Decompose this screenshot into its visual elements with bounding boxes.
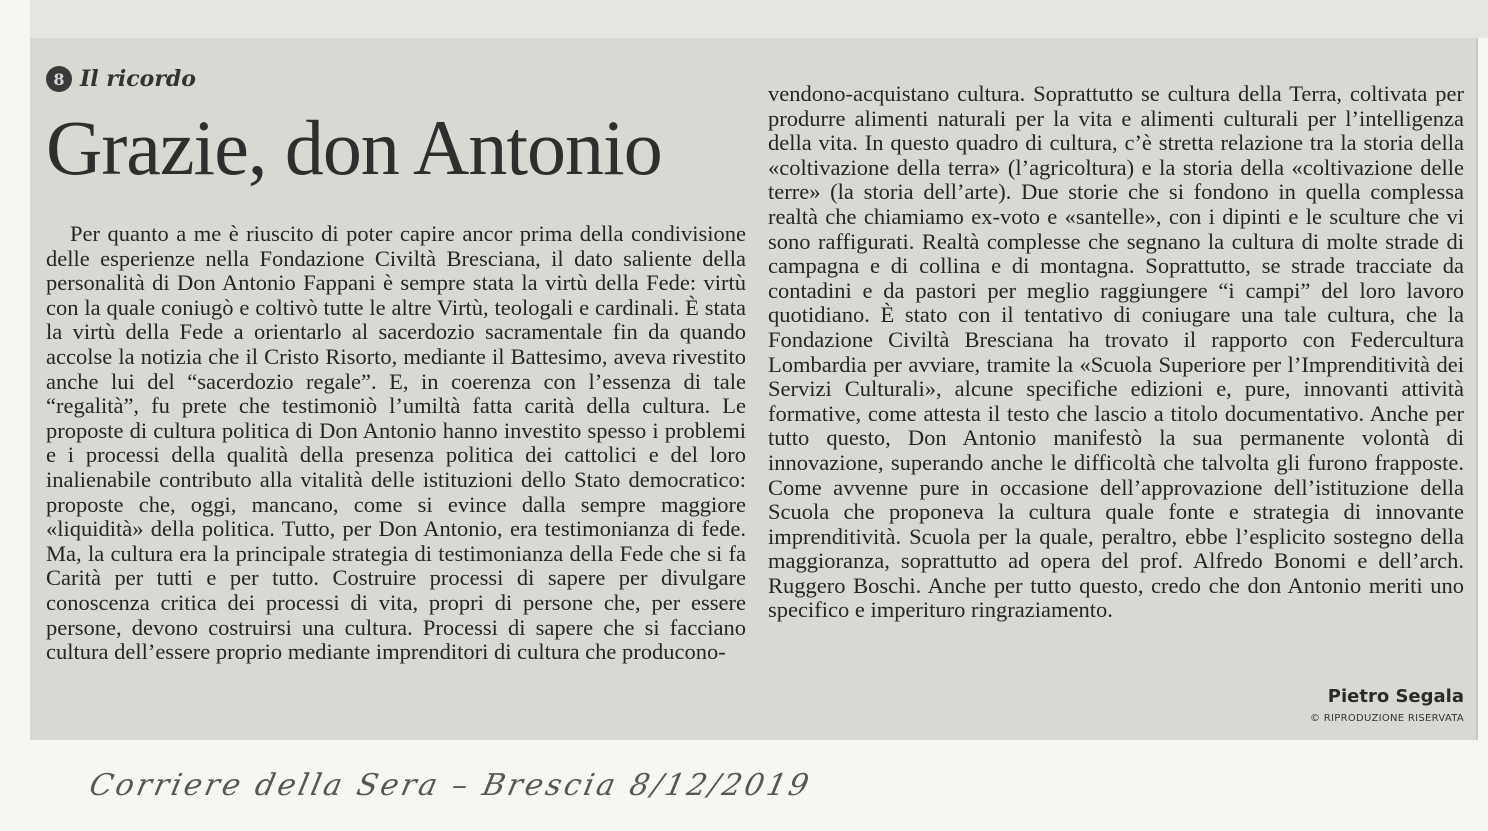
copyright-notice: © RIPRODUZIONE RISERVATA	[1309, 713, 1464, 724]
article-body-right: vendono-acquistano cultura. Soprattutto se cultura della Terra, coltivata per produrre alimenti naturali per la vita e alimenti culturali per l’intelligenza della vita. In questo quadro di cultura, c’è stretta relazione tra la storia della «coltivazione della terra» (l’agricoltura) e la storia della «coltivazione delle terre» (la storia dell’arte). Due storie che si fondono in quella complessa realtà che chiamiamo ex-voto e «santelle», con i dipinti e le sculture che vi sono raffigurati. Realtà complesse che segnano la cultura di molte strade di campagna e di collina e di montagna. Soprattutto, se strade tracciate da contadini e da pastori per meglio raggiungere “i campi” del loro lavoro quotidiano. È stato con il tentativo di coniugare una tale cultura, che la Fondazione Civiltà Bresciana ha trovato il rapporto con Federcultura Lombardia per avviare, tramite la «Scuola Superiore per l’Imprenditività dei Servizi Culturali», alcune specifiche edizioni e, pure, innovanti attività formative, come attesta il testo che lascio a titolo documentativo. Anche per tutto questo, Don Antonio manifestò la sua permanente volontà di innovazione, superando anche le difficoltà che talvolta gli furono frapposte. Come avvenne pure in occasione dell’approvazione dell’istituzione della Scuola che proponeva la cultura quale fonte e strategia di innovante imprenditività. Scuola per la quale, peraltro, ebbe l’esplicito sostegno della maggioranza, soprattutto ad opera del prof. Alfredo Bonomi e dell’arch. Ruggero Boschi. Anche per tutto questo, credo che don Antonio meriti uno specifico e imperituro ringraziamento.	[768, 81, 1464, 623]
author-byline: Pietro Segala	[1327, 686, 1464, 707]
kicker-label: Il ricordo	[80, 66, 196, 92]
article-body-left: Per quanto a me è riuscito di poter capire ancor prima della condivisione delle esperienze nella Fondazione Civiltà Bresciana, il dato saliente della personalità di Don Antonio Fappani è sempre stata la virtù della Fede: virtù con la quale coniugò e coltivò tutte le altre Virtù, teologali e cardinali. È stata la virtù della Fede a orientarlo al sacerdozio sacramentale fin da quando accolse la notizia che il Cristo Risorto, mediante il Battesimo, aveva rivestito anche lui del “sacerdozio regale”. E, in coerenza con l’essenza di tale “regalità”, fu prete che testimoniò l’umiltà fatta carità della cultura. Le proposte di cultura politica di Don Antonio hanno investito spesso i problemi e i processi della qualità della presenza politica dei cattolici e del loro inalienabile contributo alla vitalità delle istituzioni dello Stato democratico: proposte che, oggi, mancano, come si evince dalla sempre maggiore «liquidità» della politica. Tutto, per Don Antonio, era testimonianza di fede. Ma, la cultura era la principale strategia di testimonianza della Fede che si fa Carità per tutti e per tutto. Costruire processi di sapere per divulgare conoscenza critica dei processi di vita, propri di persone che, per essere persone, devono costruirsi una cultura. Processi di sapere che si facciano cultura dell’essere proprio mediante imprenditori di cultura che producono-	[46, 221, 746, 665]
kicker-badge-icon: 8	[46, 66, 72, 92]
left-column	[46, 58, 746, 738]
section-kicker	[46, 60, 196, 98]
headline: Grazie, don Antonio	[46, 104, 662, 191]
right-column	[768, 82, 1464, 623]
handwritten-source-note: Corriere della Sera – Brescia 8/12/2019	[86, 768, 815, 803]
clipping-top-edge	[30, 0, 1488, 38]
